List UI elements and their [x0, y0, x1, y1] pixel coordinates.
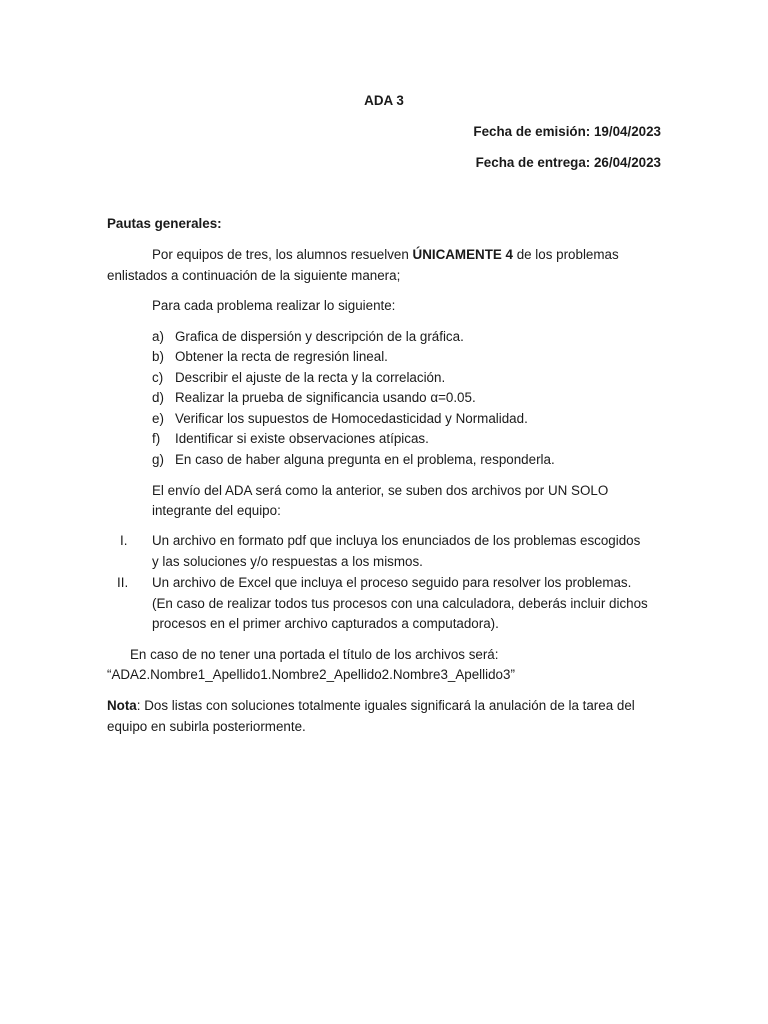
submission-line2: integrante del equipo:	[152, 503, 281, 518]
list-marker: f)	[152, 431, 161, 446]
issue-date-label: Fecha de emisión:	[473, 124, 591, 139]
due-date-line	[476, 154, 661, 172]
filename-line1: En caso de no tener una portada el título de los archivos será:	[130, 647, 499, 662]
list-item-text: Un archivo de Excel que incluya el proceso seguido para resolver los problemas.	[152, 575, 632, 590]
list-item-text: Obtener la recta de regresión lineal.	[175, 349, 388, 364]
intro-paragraph-line1	[152, 246, 619, 264]
list-marker: II.	[117, 575, 129, 590]
intro-emphasis: ÚNICAMENTE 4	[412, 247, 513, 262]
list-marker: I.	[120, 533, 128, 548]
list-item-text: Describir el ajuste de la recta y la correlación.	[175, 370, 446, 385]
intro-text-part2: de los problemas	[512, 247, 619, 262]
list-item-text: Grafica de dispersión y descripción de la gráfica.	[175, 329, 464, 344]
list-item-text: (En caso de realizar todos tus procesos con una calculadora, deberás incluir dichos	[152, 596, 648, 611]
due-date-value: 26/04/2023	[593, 155, 661, 170]
list-item-text: Realizar la prueba de significancia usando α=0.05.	[175, 390, 476, 405]
list-marker: b)	[152, 349, 164, 364]
section-heading: Pautas generales:	[107, 216, 222, 231]
filename-line2: “ADA2.Nombre1_Apellido1.Nombre2_Apellido2.Nombre3_Apellido3”	[107, 667, 515, 682]
steps-intro: Para cada problema realizar lo siguiente:	[152, 298, 396, 313]
issue-date-value: 19/04/2023	[593, 124, 661, 139]
intro-text-part1: Por equipos de tres, los alumnos resuelven	[152, 247, 413, 262]
list-marker: g)	[152, 452, 164, 467]
list-marker: d)	[152, 390, 164, 405]
document-title: ADA 3	[364, 93, 404, 108]
list-item-text: Identificar si existe observaciones atípicas.	[175, 431, 429, 446]
note-line1	[107, 697, 635, 715]
due-date-label: Fecha de entrega:	[475, 155, 591, 170]
note-line2: equipo en subirla posteriormente.	[107, 719, 306, 734]
list-marker: e)	[152, 411, 164, 426]
note-label: Nota	[107, 698, 137, 713]
list-marker: a)	[152, 329, 164, 344]
list-item-text: Verificar los supuestos de Homocedasticidad y Normalidad.	[175, 411, 528, 426]
list-item-text: y las soluciones y/o respuestas a los mismos.	[152, 554, 423, 569]
list-marker: c)	[152, 370, 164, 385]
intro-paragraph-line2: enlistados a continuación de la siguiente manera;	[107, 268, 401, 283]
list-item-text: procesos en el primer archivo capturados a computadora).	[152, 616, 499, 631]
issue-date-line	[473, 123, 661, 141]
list-item-text: En caso de haber alguna pregunta en el problema, responderla.	[175, 452, 555, 467]
note-text: : Dos listas con soluciones totalmente iguales significará la anulación de la tarea del	[136, 698, 635, 713]
list-item-text: Un archivo en formato pdf que incluya los enunciados de los problemas escogidos	[152, 533, 641, 548]
submission-line1: El envío del ADA será como la anterior, se suben dos archivos por UN SOLO	[152, 483, 609, 498]
